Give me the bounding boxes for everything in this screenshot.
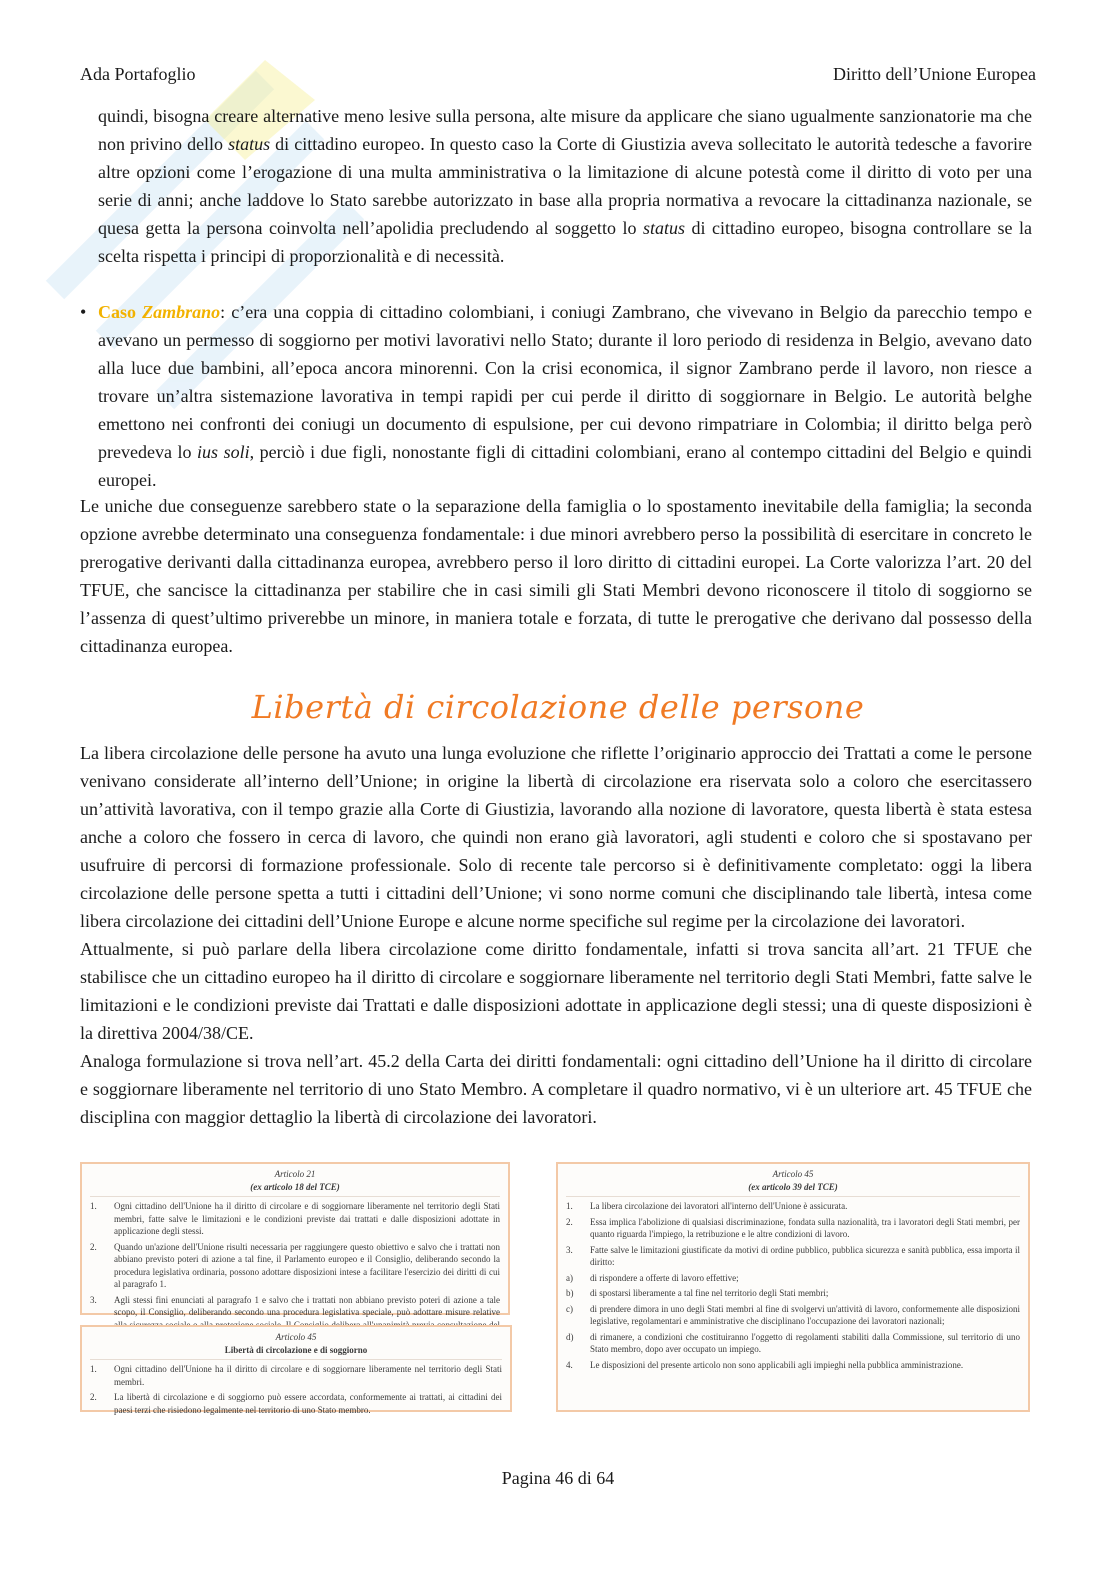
article-paragraph: 4. Le disposizioni del presente articolo non sono applicabili agli impieghi nella pubblica amministrazione. <box>566 1359 964 1370</box>
article-paragraph: b) di spostarsi liberamente a tal fine nel territorio degli Stati membri; <box>566 1288 829 1298</box>
body-paragraph-1: La libera circolazione delle persone ha avuto una lunga evoluzione che riflette l’originario approccio dei Trattati a come le persone venivano considerate all’interno dell’Unione; in origine la libertà di circolazione era riservata solo a coloro che esercitassero un’attività lavorativa, con il tempo grazie alla Corte di Giustizia, lavorando alla nozione di lavoratore, questa libertà è stata estesa anche a coloro che fossero in cerca di lavoro, che quindi non erano già lavoratori, agli studenti e coloro che si spostavano per usufruire di percorsi di formazione professionale. Solo di recente tale percorso si è definitivamente completato: oggi la libera circolazione delle persone spetta a tutti i cittadini dell’Unione; vi sono norme comuni che disciplinando tale libertà, intesa come libera circolazione dei cittadini dell’Unione Europe e alcune norme specifiche sul regime per la circolazione dei lavoratori. <box>80 743 1032 931</box>
article-paragraph: 1. La libera circolazione dei lavoratori all'interno dell'Unione è assicurata. <box>566 1201 848 1211</box>
caso-label: Caso Zambrano <box>98 302 221 322</box>
body-paragraph-3: Analoga formulazione si trova nell’art. 45.2 della Carta dei diritti fondamentali: ogni cittadino dell’Unione ha il diritto di circolare e soggiornare liberamente nel territorio di uno Stato Membro. A completare il quadro normativo, vi è un ulteriore art. 45 TFUE che disciplina con maggior dettaglio la libertà di circolazione dei lavoratori. <box>80 1051 1032 1127</box>
article-paragraph: 3. Fatte salve le limitazioni giustificate da motivi di ordine pubblico, pubblica sicurezza e sanità pubblica, essa importa il diritto: <box>566 1244 1020 1267</box>
charter-article-45-box <box>80 1325 512 1415</box>
article-title: Articolo 45 <box>275 1332 317 1342</box>
page-header <box>80 64 1036 90</box>
list-item-caso-zambrano: • Caso Zambrano: c’era una coppia di cittadino colombiani, i coniugi Zambrano, che vivevano in Belgio da parecchio tempo e avevano un permesso di soggiorno per motivi lavorativi nello Stato; durante il loro periodo di residenza in Belgio, avevano dato alla luce due bambini, all’epoca ancora minorenni. Con la crisi economica, il signor Zambrano perde il lavoro, non riesce a trovare un’altra sistemazione lavorativa in tempi rapidi per cui perde il diritto di soggiornare in Belgio. Le autorità belghe emettono nei confronti dei coniugi un documento di espulsione, per cui devono rimpatriare in Colombia; il diritto belga però prevedeva lo ius soli, perciò i due figli, nonostante figli di cittadini colombiani, erano al contempo cittadini del Belgio e quindi europei. <box>98 298 1032 494</box>
section-title: Libertà di circolazione delle persone <box>251 688 865 726</box>
body-paragraphs <box>80 739 1032 1131</box>
header-author: Ada Portafoglio <box>80 64 196 84</box>
article-subtitle: (ex articolo 39 del TCE) <box>748 1181 838 1192</box>
page-number: Pagina 46 di 64 <box>501 1468 615 1488</box>
tfue-article-45-box <box>556 1162 1030 1412</box>
article-paragraph: 2. Quando un'azione dell'Unione risulti necessaria per raggiungere questo obiettivo e salvo che i trattati non abbiano previsto poteri di azione a tal fine, il Parlamento europeo e il Consiglio, deliberando secondo la procedura legislativa ordinaria, possono adottare disposizioni intese a facilitare l'esercizio dei diritti di cui al paragrafo 1. <box>90 1241 500 1289</box>
article-paragraph: 2. La libertà di circolazione e di soggiorno può essere accordata, conformemente ai trattati, ai cittadini dei paesi terzi che risiedono legalmente nel territorio di uno Stato membro. <box>90 1392 502 1415</box>
article-paragraph: 2. Essa implica l'abolizione di qualsiasi discriminazione, fondata sulla nazionalità, tra i lavoratori degli Stati membri, per quanto riguarda l'impiego, la retribuzione e le altre condizioni di lavoro. <box>566 1216 1020 1239</box>
article-title: Articolo 45 <box>772 1169 814 1179</box>
consequences-paragraph: Le uniche due conseguenze sarebbero state o la separazione della famiglia o lo spostamento inevitabile della famiglia; la seconda opzione avrebbe determinato una conseguenza fondamentale: i due minori avrebbero perso la possibilità di esercitare in concreto le prerogative derivanti dalla cittadinanza europea, avrebbero perso il loro diritto di cittadini europei. La Corte valorizza l’art. 20 del TFUE, che sancisce la cittadinanza per stabilire che in casi simili gli Stati Membri devono riconoscere il titolo di soggiorno se l’assenza di quest’ultimo priverebbe un minore, in maniera totale e forzata, di tutte le prerogative che derivano dal possesso della cittadinanza europea. <box>80 496 1032 656</box>
article-subtitle: Libertà di circolazione e di soggiorno <box>224 1344 368 1355</box>
article-title: Articolo 21 <box>274 1169 316 1179</box>
header-course: Diritto dell’Unione Europea <box>833 64 1036 84</box>
article-paragraph: 1. Ogni cittadino dell'Unione ha il diritto di circolare e di soggiornare liberamente nel territorio degli Stati membri. <box>90 1364 502 1387</box>
article-paragraph: a) di rispondere a offerte di lavoro effettive; <box>566 1272 739 1283</box>
article-21-box <box>80 1162 510 1315</box>
intro-paragraph: quindi, bisogna creare alternative meno lesive sulla persona, alte misure da applicare che siano ugualmente sanzionatorie ma che non privino dello status di cittadino europeo. In questo caso la Corte di Giustizia aveva sollecitato le autorità tedesche a favorire altre opzioni come l’erogazione di una multa amministrativa o la limitazione di alcune potestà come il diritto di voto per una serie di anni; anche laddove lo Stato sarebbe autorizzato in base alla propria normativa a revocare la cittadinanza nazionale, se quesa getta la persona coinvolta nell’apolidia precludendo al soggetto lo status di cittadino europeo, bisogna controllare se la scelta rispetta i principi di proporzionalità e di necessità. <box>98 106 1032 266</box>
article-paragraph: 1. Ogni cittadino dell'Unione ha il diritto di circolare e di soggiornare liberamente nel territorio degli Stati membri, fatte salve le limitazioni e le condizioni previste dai trattati e dalle disposizioni adottate in applicazione degli stessi. <box>90 1201 500 1236</box>
article-paragraph: c) di prendere dimora in uno degli Stati membri al fine di svolgervi un'attività di lavoro, conformemente alle disposizioni legislative, regolamentari e amministrative che disciplinano l'occupazione dei lavoratori nazionali; <box>566 1303 1020 1326</box>
bullet-icon: • <box>80 302 87 322</box>
article-paragraph: 3. Agli stessi fini enunciati al paragrafo 1 e salvo che i trattati non abbiano previsto poteri di azione a tale scopo, il Consiglio, deliberando secondo una procedura legislativa speciale, può adottare misure relative <box>90 1294 500 1317</box>
article-paragraph: d) di rimanere, a condizioni che costituiranno l'oggetto di regolamenti stabiliti dalla Commissione, sul territorio di uno Stato membro, dopo aver occupato un impiego. <box>566 1331 1020 1354</box>
article-subtitle: (ex articolo 18 del TCE) <box>250 1181 340 1192</box>
body-paragraph-2: Attualmente, si può parlare della libera circolazione come diritto fondamentale, infatti si trova sancita all’art. 21 TFUE che stabilisce che un cittadino europeo ha il diritto di circolare e soggiornare liberamente nel territorio degli Stati Membri, fatte salve le limitazioni e le condizioni previste dai Trattati e dalle disposizioni adottate in applicazione degli stessi; una di queste disposizioni è la direttiva 2004/38/CE. <box>80 939 1032 1043</box>
